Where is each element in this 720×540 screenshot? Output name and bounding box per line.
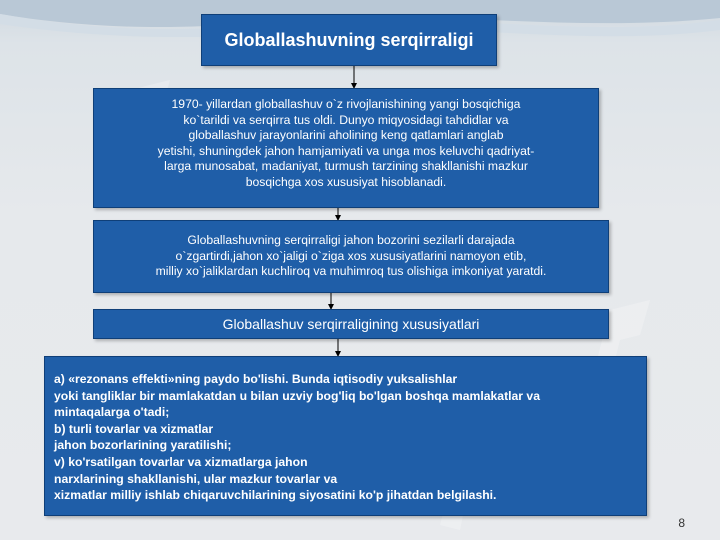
diagram-title: Globallashuvning serqirraligi [224, 29, 474, 50]
intro-line: ko`tarildi va serqirra tus oldi. Dunyo miqyosidagi tahdidlar va [183, 112, 509, 127]
feature-line: narxlarining shakllanishi, ular mazkur tovarlar va [54, 471, 338, 486]
page-number: 8 [678, 516, 685, 530]
intro-line: yetishi, shuningdek jahon hamjamiyati va unga mos keluvchi qadriyat- [157, 143, 535, 158]
title-box [201, 14, 497, 66]
features-list-box [44, 356, 647, 516]
features-heading: Globallashuv serqirraligining xususiyatlari [222, 316, 480, 332]
market-impact-box [93, 220, 609, 293]
market-impact-line: milliy xo`jaliklardan kuchliroq va muhimroq tus olishiga imkoniyat yaratdi. [155, 264, 547, 279]
feature-line: a) «rezonans effekti»ning paydo bo'lishi. Bunda iqtisodiy yuksalishlar [54, 372, 458, 386]
feature-line: b) turli tovarlar va xizmatlar [54, 421, 214, 436]
feature-line: xizmatlar milliy ishlab chiqaruvchilarining siyosatini ko'p jihatdan belgilashi. [54, 488, 497, 503]
intro-line: bosqichga xos xususiyat hisoblanadi. [245, 174, 447, 189]
intro-box [93, 88, 599, 208]
feature-line: yoki tangliklar bir mamlakatdan u bilan uzviy bog'liq bo'lgan boshqa mamlakatlar va [54, 388, 540, 403]
features-heading-box [93, 309, 609, 339]
feature-line: mintaqalarga o'tadi; [54, 405, 170, 420]
intro-line: 1970- yillardan globallashuv o`z rivojlanishining yangi bosqichiga [171, 97, 521, 111]
feature-line: jahon bozorlarining yaratilishi; [54, 438, 232, 453]
market-impact-line: o`zgartirdi,jahon xo`jaligi o`ziga xos xususiyatlarini namoyon etib, [175, 248, 527, 263]
intro-line: globallashuv jarayonlarini aholining keng qatlamlari anglab [188, 128, 504, 143]
market-impact-line: Globallashuvning serqirraligi jahon bozorini sezilarli darajada [187, 233, 515, 247]
feature-line: v) ko'rsatilgan tovarlar va xizmatlarga jahon [54, 454, 308, 469]
intro-line: larga munosabat, madaniyat, turmush tarzining shakllanishi mazkur [164, 159, 528, 174]
